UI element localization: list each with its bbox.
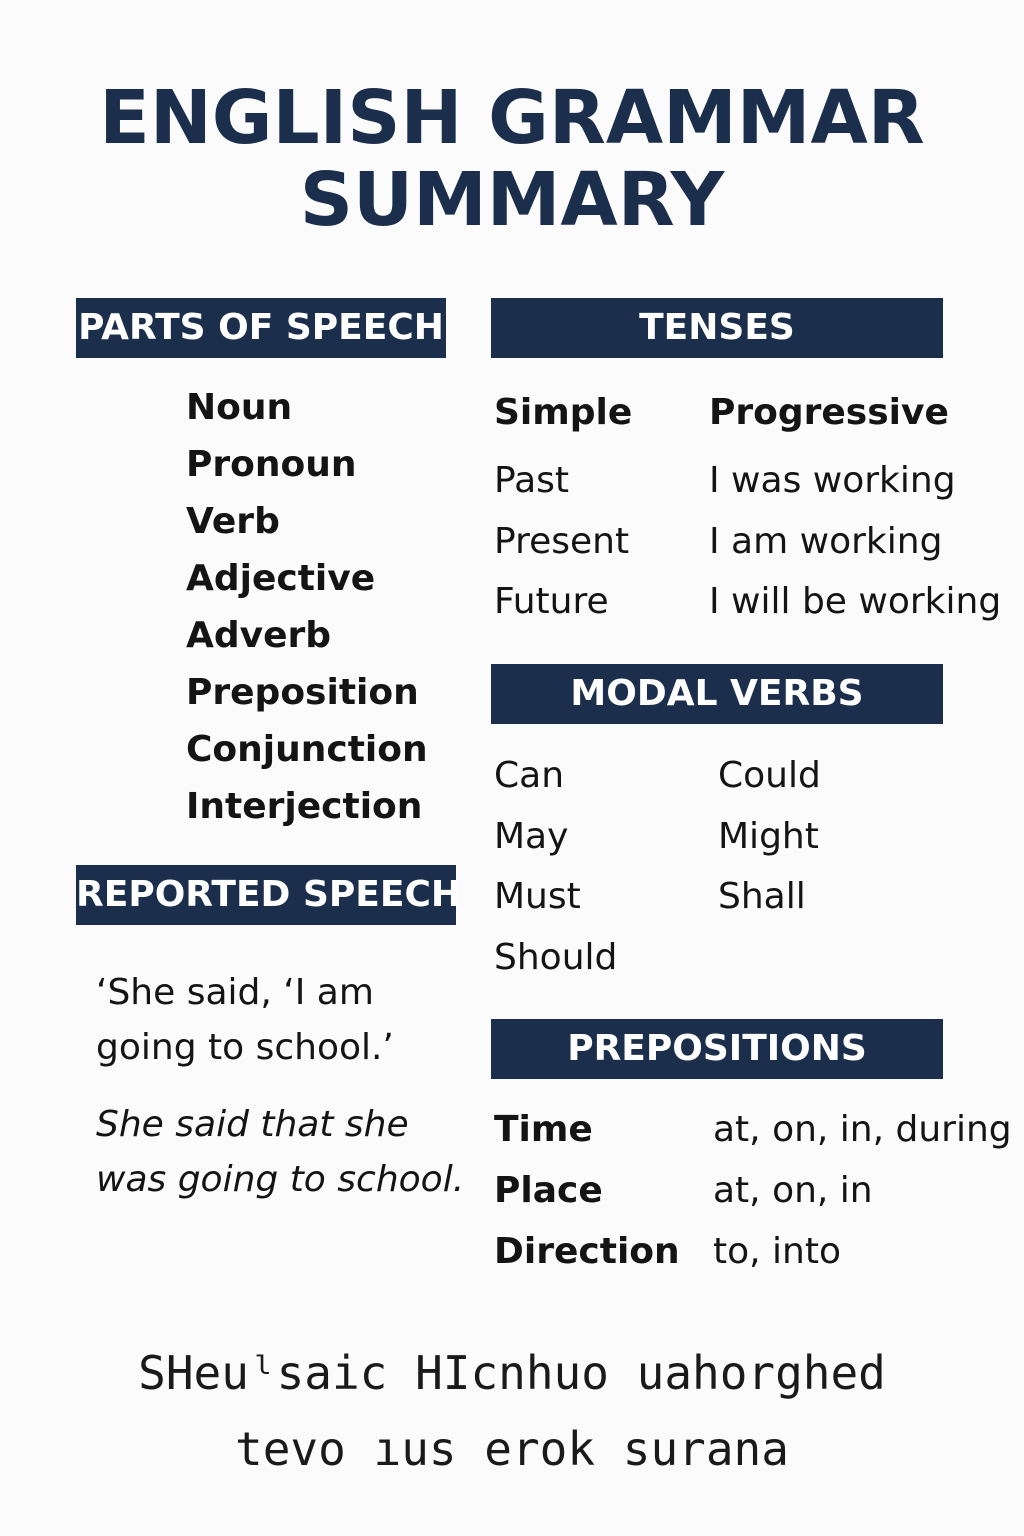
page-title-line-2: SUMMARY (299, 157, 725, 243)
tense-example: I was working (709, 460, 956, 501)
preposition-type: Place (494, 1170, 603, 1211)
modal-verb: Should (494, 937, 618, 978)
parts-of-speech-item: Pronoun (186, 444, 357, 485)
parts-of-speech-item: Conjunction (186, 729, 428, 770)
tenses-progressive-heading: Progressive (709, 392, 949, 433)
tense-name: Future (494, 581, 609, 622)
modal-verb: May (494, 816, 569, 857)
reported-speech-direct-line: going to school.’ (96, 1027, 394, 1068)
tense-name: Present (494, 521, 630, 562)
tense-example: I will be working (709, 581, 1002, 622)
preposition-examples: at, on, in, during (713, 1109, 1012, 1150)
modal-verb: Can (494, 755, 565, 796)
reported-speech-indirect-line: She said that she (96, 1104, 409, 1145)
parts-of-speech-item: Adjective (186, 558, 376, 599)
preposition-examples: to, into (713, 1231, 841, 1272)
reported-speech-direct-line: ‘She said, ‘I am (96, 972, 374, 1013)
modal-verb: Shall (718, 876, 806, 917)
modal-verb: Could (718, 755, 821, 796)
tenses-simple-heading: Simple (494, 392, 633, 433)
footer-line-1: SHeuˡsaic HIcnhuo uahorghed (138, 1346, 886, 1400)
parts-of-speech-item: Noun (186, 387, 293, 428)
modal-verb: Might (718, 816, 819, 857)
prepositions-header: PREPOSITIONS (491, 1019, 943, 1079)
reported-speech-indirect-line: was going to school. (96, 1159, 465, 1200)
tenses-header: TENSES (491, 298, 943, 358)
modal-verbs-header: MODAL VERBS (491, 664, 943, 724)
preposition-type: Time (494, 1109, 593, 1150)
preposition-examples: at, on, in (713, 1170, 873, 1211)
preposition-type: Direction (494, 1231, 680, 1272)
parts-of-speech-item: Interjection (186, 786, 423, 827)
tense-name: Past (494, 460, 570, 501)
modal-verb: Must (494, 876, 581, 917)
parts-of-speech-item: Verb (186, 501, 280, 542)
page-title-line-1: ENGLISH GRAMMAR (99, 75, 925, 161)
tense-example: I am working (709, 521, 943, 562)
footer-line-2: tevo ıus erok surana (235, 1422, 789, 1476)
reported-speech-header: REPORTED SPEECH (76, 865, 456, 925)
parts-of-speech-item: Preposition (186, 672, 419, 713)
parts-of-speech-item: Adverb (186, 615, 332, 656)
parts-of-speech-header: PARTS OF SPEECH (76, 298, 446, 358)
